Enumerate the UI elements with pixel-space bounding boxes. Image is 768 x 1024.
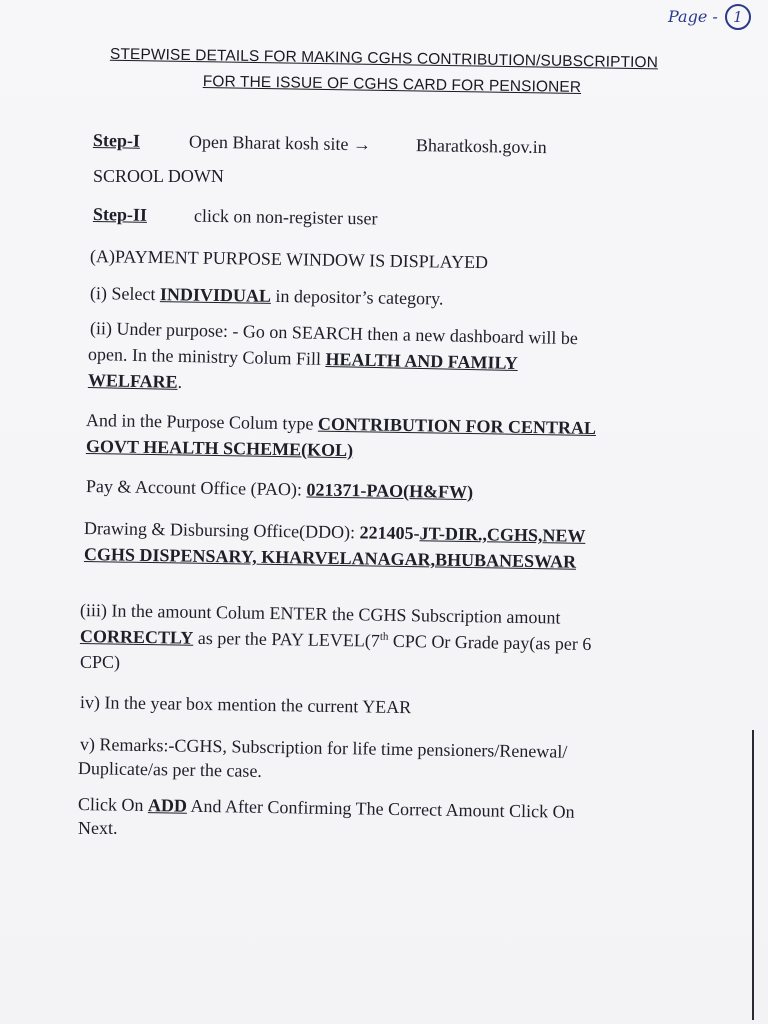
item-ii-line2	[88, 344, 518, 374]
item-iii-text-b: CPC Or Grade pay(as per 6	[388, 630, 592, 655]
final-line2: Next.	[78, 818, 118, 838]
item-iii-sup: th	[379, 630, 389, 643]
step1-label: Step-I	[92, 130, 141, 151]
item-v-line2: Duplicate/as per the case.	[77, 758, 263, 781]
item-ii-line1: (ii) Under purpose: - Go on SEARCH then a new dashboard will be	[89, 318, 579, 349]
final-line1	[78, 794, 575, 823]
purpose-value: CONTRIBUTION FOR CENTRAL	[317, 413, 597, 439]
item-ii-ministry-value: HEALTH AND FAMILY	[325, 348, 519, 374]
final-pre: Click On	[77, 794, 149, 816]
ddo-line2	[84, 544, 576, 573]
step1-site: Bharatkosh.gov.in	[415, 135, 547, 158]
step2-text: click on non-register user	[193, 205, 378, 229]
item-i-post: in depositor’s category.	[270, 285, 444, 309]
item-iii-line2	[80, 626, 592, 655]
item-i-bold: INDIVIDUAL	[159, 284, 272, 306]
purpose-line1	[86, 410, 596, 439]
step2-line	[93, 204, 378, 229]
step2-label: Step-II	[92, 204, 148, 225]
item-iii-bold: CORRECTLY	[79, 626, 194, 648]
document-title-line2: FOR THE ISSUE OF CGHS CARD FOR PENSIONER	[202, 73, 582, 97]
step1-line	[93, 130, 547, 158]
item-ii-line2-text: open. In the ministry Colum Fill	[87, 344, 326, 369]
item-i-pre: (i) Select	[89, 283, 161, 305]
ddo-value: JT-DIR.,CGHS,NEW	[419, 523, 586, 546]
item-ii-line3-post: .	[177, 371, 183, 392]
item-iii-text-a: as per the PAY LEVEL(7	[193, 627, 380, 651]
payment-window-line: (A)PAYMENT PURPOSE WINDOW IS DISPLAYED	[89, 246, 489, 273]
ddo-code: 221405-	[359, 522, 420, 544]
scan-edge-shadow	[752, 730, 754, 1020]
item-i-line	[90, 283, 444, 310]
item-ii-line3	[88, 370, 183, 393]
ddo-line1	[84, 518, 586, 547]
page-number-mark	[668, 4, 751, 30]
page-number: 1	[725, 4, 751, 30]
page-label: Page -	[668, 7, 718, 26]
item-ii-ministry-value-cont: WELFARE	[87, 370, 178, 392]
pao-label: Pay & Account Office (PAO):	[85, 476, 307, 500]
purpose-pre: And in the Purpose Colum type	[85, 410, 319, 434]
item-iv-line: iv) In the year box mention the current YEAR	[79, 692, 412, 718]
purpose-value-cont: GOVT HEALTH SCHEME(KOL)	[85, 436, 354, 461]
pao-line	[86, 476, 473, 503]
final-post: And After Confirming The Correct Amount Click On	[186, 795, 575, 822]
ddo-value-cont: CGHS DISPENSARY, KHARVELANAGAR,BHUBANESWAR	[83, 544, 577, 572]
ddo-label: Drawing & Disbursing Office(DDO):	[83, 518, 360, 543]
scroll-down-line: SCROOL DOWN	[93, 166, 224, 186]
document-title-line1: STEPWISE DETAILS FOR MAKING CGHS CONTRIBUTION/SUBSCRIPTION	[109, 45, 659, 72]
item-iii-line3: CPC)	[80, 652, 121, 672]
purpose-line2	[86, 436, 353, 461]
final-add: ADD	[147, 795, 188, 816]
item-v-line1: v) Remarks:-CGHS, Subscription for life time pensioners/Renewal/	[79, 734, 568, 762]
pao-value: 021371-PAO(H&FW)	[306, 479, 474, 503]
step1-text: Open Bharat kosh site →	[188, 131, 372, 155]
item-iii-line1: (iii) In the amount Colum ENTER the CGHS Subscription amount	[79, 600, 561, 628]
